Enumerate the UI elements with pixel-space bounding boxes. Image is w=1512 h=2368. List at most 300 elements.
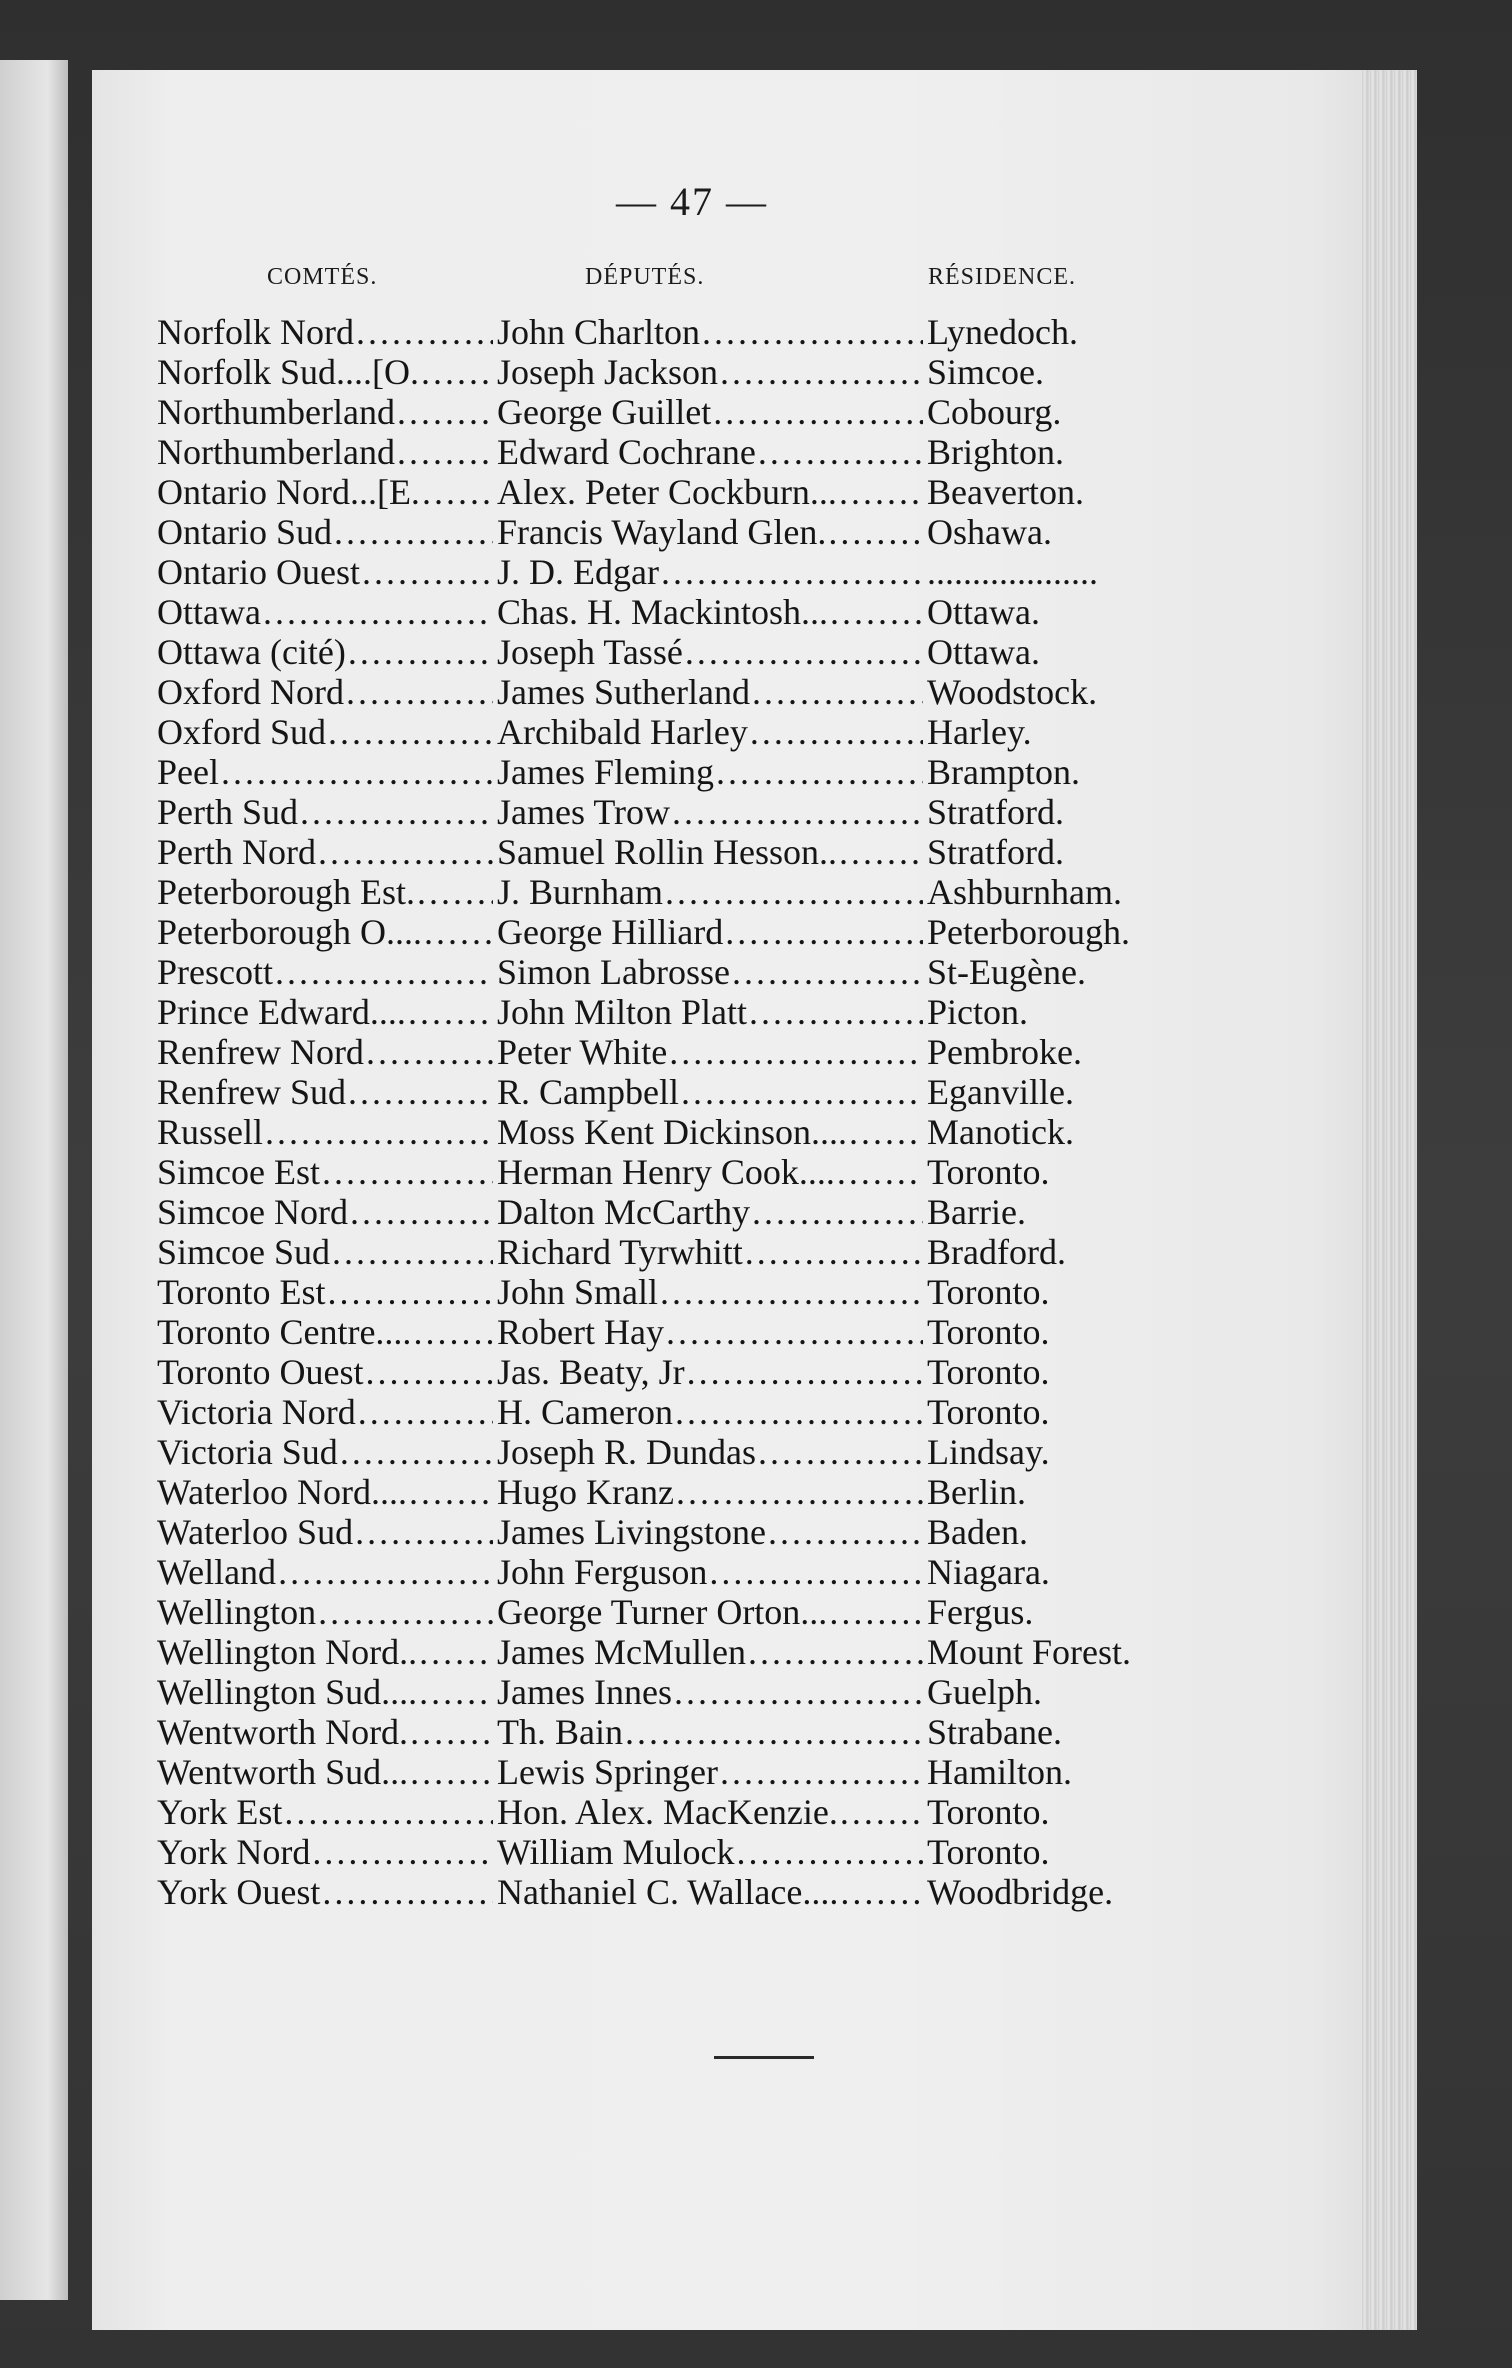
deputy-name: Peter White: [497, 1032, 668, 1072]
dot-leader: [669, 1032, 923, 1072]
dot-leader: [660, 1272, 923, 1312]
deputy-cell: [497, 512, 927, 552]
deputy-cell: [497, 1872, 927, 1912]
list-item: [157, 1192, 1257, 1232]
riding-cell: [157, 752, 497, 792]
list-item: [157, 1872, 1257, 1912]
dot-leader: [737, 1832, 923, 1872]
column-header-comtes: COMTÉS.: [267, 264, 378, 290]
riding-cell: [157, 1152, 497, 1192]
riding-name: Ontario Sud: [157, 512, 332, 552]
book-page: [92, 70, 1417, 2330]
dot-leader: [725, 912, 923, 952]
residence-name: Beaverton.: [927, 472, 1084, 512]
riding-cell: [157, 392, 497, 432]
riding-name: Toronto Ouest: [157, 1352, 364, 1392]
column-header-deputes: DÉPUTÉS.: [585, 264, 705, 290]
dot-leader: [328, 712, 493, 752]
list-item: [157, 1112, 1257, 1152]
deputy-name: James Innes: [497, 1672, 672, 1712]
deputy-cell: [497, 1752, 927, 1792]
dot-leader: [263, 592, 493, 632]
residence-name: Cobourg.: [927, 392, 1062, 432]
residence-name: Oshawa.: [927, 512, 1052, 552]
closing-rule: [714, 2056, 814, 2059]
riding-name: York Est: [157, 1792, 283, 1832]
dot-leader: [318, 1592, 493, 1632]
deputy-cell: [497, 592, 927, 632]
list-item: [157, 1352, 1257, 1392]
riding-name: Simcoe Nord: [157, 1192, 348, 1232]
riding-name: Simcoe Sud: [157, 1232, 331, 1272]
residence-name: Strabane.: [927, 1712, 1062, 1752]
deputy-cell: [497, 872, 927, 912]
list-item: [157, 952, 1257, 992]
list-item: [157, 1832, 1257, 1872]
deputy-cell: [497, 1512, 927, 1552]
residence-name: Lynedoch.: [927, 312, 1078, 352]
list-item: [157, 792, 1257, 832]
deputy-name: Richard Tyrwhitt: [497, 1232, 743, 1272]
dot-leader: [829, 1592, 923, 1632]
riding-cell: [157, 1712, 497, 1752]
dot-leader: [732, 952, 923, 992]
residence-name: Eganville.: [927, 1072, 1074, 1112]
riding-name: Peterborough Est.: [157, 872, 415, 912]
riding-cell: [157, 312, 497, 352]
riding-cell: [157, 1192, 497, 1232]
riding-name: Ottawa: [157, 592, 261, 632]
deputy-name: James McMullen: [497, 1632, 746, 1672]
deputy-cell: [497, 472, 927, 512]
riding-cell: [157, 1552, 497, 1592]
riding-cell: [157, 1672, 497, 1712]
dot-leader: [716, 752, 923, 792]
riding-name: Waterloo Sud: [157, 1512, 354, 1552]
list-item: [157, 832, 1257, 872]
list-item: [157, 1072, 1257, 1112]
residence-name: Berlin.: [927, 1472, 1026, 1512]
dot-leader: [840, 1872, 923, 1912]
deputy-name: Robert Hay: [497, 1312, 664, 1352]
dot-leader: [849, 1112, 923, 1152]
riding-name: Northumberland: [157, 392, 395, 432]
dot-leader: [362, 552, 493, 592]
residence-name: Picton.: [927, 992, 1029, 1032]
dot-leader: [752, 672, 923, 712]
residence-name: Woodstock.: [927, 672, 1098, 712]
residence-name: Stratford.: [927, 792, 1064, 832]
dot-leader: [672, 792, 923, 832]
list-item: [157, 1592, 1257, 1632]
dot-leader: [830, 592, 923, 632]
riding-name: Toronto Centre....: [157, 1312, 412, 1352]
list-item: [157, 1392, 1257, 1432]
riding-cell: [157, 1032, 497, 1072]
deputy-name: George Hilliard: [497, 912, 724, 952]
riding-cell: [157, 352, 497, 392]
deputy-cell: [497, 1312, 927, 1352]
riding-name: Peterborough O....: [157, 912, 422, 952]
riding-name: Toronto Est: [157, 1272, 326, 1312]
dot-leader: [749, 992, 923, 1032]
deputy-cell: [497, 992, 927, 1032]
residence-name: Woodbridge.: [927, 1872, 1114, 1912]
dot-leader: [661, 552, 923, 592]
deputy-cell: [497, 1832, 927, 1872]
deputy-cell: [497, 792, 927, 832]
residence-name: Hamilton.: [927, 1752, 1072, 1792]
riding-cell: [157, 1872, 497, 1912]
deputy-name: J. D. Edgar: [497, 552, 659, 592]
dot-leader: [409, 1472, 493, 1512]
deputy-name: Joseph Jackson: [497, 352, 718, 392]
dot-leader: [720, 352, 923, 392]
dot-leader: [275, 952, 493, 992]
deputy-cell: [497, 1592, 927, 1632]
deputy-cell: [497, 1552, 927, 1592]
deputy-cell: [497, 392, 927, 432]
dot-leader: [745, 1232, 923, 1272]
column-header-residence: RÉSIDENCE.: [928, 264, 1076, 290]
deputy-name: Joseph R. Dundas: [497, 1432, 756, 1472]
dot-leader: [748, 1632, 923, 1672]
dot-leader: [752, 1192, 923, 1232]
riding-cell: [157, 1392, 497, 1432]
residence-name: Ashburnham.: [927, 872, 1122, 912]
riding-cell: [157, 552, 497, 592]
dot-leader: [750, 712, 923, 752]
riding-cell: [157, 1512, 497, 1552]
dot-leader: [284, 1792, 493, 1832]
dot-leader: [676, 1472, 923, 1512]
dot-leader: [666, 1312, 923, 1352]
dot-leader: [346, 672, 493, 712]
riding-cell: [157, 472, 497, 512]
dot-leader: [828, 512, 923, 552]
riding-cell: [157, 992, 497, 1032]
list-item: [157, 672, 1257, 712]
riding-name: Victoria Sud: [157, 1432, 338, 1472]
dot-leader: [265, 1112, 493, 1152]
deputy-cell: [497, 1032, 927, 1072]
dot-leader: [278, 1552, 493, 1592]
list-item: [157, 752, 1257, 792]
dot-leader: [332, 1232, 493, 1272]
riding-name: Perth Nord: [157, 832, 316, 872]
list-item: [157, 712, 1257, 752]
residence-name: Ottawa.: [927, 632, 1040, 672]
dot-leader: [358, 1392, 493, 1432]
residence-name: Pembroke.: [927, 1032, 1082, 1072]
deputy-name: George Turner Orton...: [497, 1592, 828, 1632]
deputy-cell: [497, 632, 927, 672]
dot-leader: [837, 1152, 923, 1192]
deputy-cell: [497, 1712, 927, 1752]
deputy-cell: [497, 1792, 927, 1832]
list-item: [157, 1232, 1257, 1272]
deputy-cell: [497, 1352, 927, 1392]
deputy-name: John Milton Platt: [497, 992, 748, 1032]
deputy-name: Alex. Peter Cockburn...: [497, 472, 837, 512]
riding-cell: [157, 1632, 497, 1672]
dot-leader: [685, 632, 923, 672]
deputy-cell: [497, 552, 927, 592]
dot-leader: [424, 912, 493, 952]
riding-name: Wellington Nord..: [157, 1632, 418, 1672]
riding-name: Ontario Nord...[E.: [157, 472, 420, 512]
deputy-name: Chas. H. Mackintosh...: [497, 592, 828, 632]
deputy-cell: [497, 1272, 927, 1312]
residence-name: Toronto.: [927, 1272, 1050, 1312]
riding-cell: [157, 712, 497, 752]
deputy-name: H. Cameron: [497, 1392, 673, 1432]
residence-name: Toronto.: [927, 1832, 1050, 1872]
list-item: [157, 352, 1257, 392]
list-item: [157, 992, 1257, 1032]
dot-leader: [410, 1712, 493, 1752]
deputy-name: Jas. Beaty, Jr: [497, 1352, 685, 1392]
deputy-cell: [497, 952, 927, 992]
residence-name: Simcoe.: [927, 352, 1044, 392]
deputy-name: John Ferguson: [497, 1552, 708, 1592]
dot-leader: [397, 432, 493, 472]
deputy-name: Nathaniel C. Wallace....: [497, 1872, 839, 1912]
riding-name: Norfolk Nord: [157, 312, 354, 352]
dot-leader: [356, 312, 493, 352]
deputy-cell: [497, 1232, 927, 1272]
riding-name: Peel: [157, 752, 219, 792]
dot-leader: [419, 1632, 493, 1672]
page-stack-edge: [1362, 70, 1417, 2330]
riding-name: Renfrew Sud: [157, 1072, 346, 1112]
deputy-name: James Sutherland: [497, 672, 750, 712]
dot-leader: [687, 1352, 923, 1392]
deputy-name: Dalton McCarthy: [497, 1192, 750, 1232]
riding-name: Russell: [157, 1112, 264, 1152]
riding-cell: [157, 632, 497, 672]
deputy-name: James Livingstone: [497, 1512, 766, 1552]
list-item: [157, 392, 1257, 432]
deputy-cell: [497, 1472, 927, 1512]
riding-cell: [157, 1432, 497, 1472]
deputy-name: Samuel Rollin Hesson..: [497, 832, 837, 872]
residence-name: St-Eugène.: [927, 952, 1086, 992]
dot-leader: [300, 792, 493, 832]
deputy-cell: [497, 1152, 927, 1192]
list-item: [157, 912, 1257, 952]
dot-leader: [221, 752, 493, 792]
dot-leader: [365, 1352, 493, 1392]
riding-cell: [157, 1792, 497, 1832]
dot-leader: [408, 992, 493, 1032]
riding-name: Ottawa (cité): [157, 632, 346, 672]
residence-name: Toronto.: [927, 1312, 1050, 1352]
dot-leader: [839, 472, 923, 512]
dot-leader: [422, 472, 493, 512]
residence-name: Niagara.: [927, 1552, 1050, 1592]
list-item: [157, 472, 1257, 512]
deputy-name: James Fleming: [497, 752, 714, 792]
dot-leader: [366, 1032, 493, 1072]
residence-name: Ottawa.: [927, 592, 1040, 632]
deputy-cell: [497, 1192, 927, 1232]
list-item: [157, 552, 1257, 592]
riding-name: Northumberland: [157, 432, 395, 472]
deputy-cell: [497, 1632, 927, 1672]
riding-cell: [157, 1232, 497, 1272]
list-item: [157, 632, 1257, 672]
residence-name: Toronto.: [927, 1352, 1050, 1392]
list-item: [157, 1272, 1257, 1312]
dot-leader: [348, 1072, 493, 1112]
deputy-name: Th. Bain: [497, 1712, 623, 1752]
riding-name: Wentworth Nord.: [157, 1712, 409, 1752]
residence-name: Toronto.: [927, 1392, 1050, 1432]
dot-leader: [340, 1432, 493, 1472]
dot-leader: [322, 1152, 493, 1192]
riding-cell: [157, 512, 497, 552]
residence-name: ...................: [927, 552, 1098, 592]
deputy-cell: [497, 712, 927, 752]
dot-leader: [758, 432, 923, 472]
dot-leader: [758, 1432, 923, 1472]
deputy-name: George Guillet: [497, 392, 712, 432]
list-item: [157, 432, 1257, 472]
list-item: [157, 1792, 1257, 1832]
riding-cell: [157, 1312, 497, 1352]
dot-leader: [675, 1392, 923, 1432]
deputy-name: John Small: [497, 1272, 659, 1312]
riding-name: Prince Edward....: [157, 992, 406, 1032]
dot-leader: [713, 392, 923, 432]
dot-leader: [350, 1192, 493, 1232]
residence-name: Guelph.: [927, 1672, 1042, 1712]
deputy-cell: [497, 912, 927, 952]
riding-cell: [157, 1472, 497, 1512]
deputy-cell: [497, 1392, 927, 1432]
dot-leader: [327, 1272, 493, 1312]
list-item: [157, 1672, 1257, 1712]
dot-leader: [839, 832, 923, 872]
riding-cell: [157, 792, 497, 832]
dot-leader: [397, 392, 493, 432]
dot-leader: [322, 1872, 493, 1912]
deputy-name: Lewis Springer: [497, 1752, 718, 1792]
riding-name: Ontario Ouest: [157, 552, 360, 592]
list-item: [157, 1632, 1257, 1672]
riding-name: Victoria Nord: [157, 1392, 356, 1432]
riding-name: Wentworth Sud...: [157, 1752, 409, 1792]
riding-name: Prescott: [157, 952, 273, 992]
deputy-name: R. Campbell: [497, 1072, 679, 1112]
deputy-name: J. Burnham: [497, 872, 663, 912]
riding-cell: [157, 1752, 497, 1792]
dot-leader: [421, 352, 493, 392]
riding-cell: [157, 1272, 497, 1312]
list-item: [157, 1152, 1257, 1192]
riding-cell: [157, 1832, 497, 1872]
deputy-name: Edward Cochrane: [497, 432, 756, 472]
residence-name: Toronto.: [927, 1792, 1050, 1832]
residence-name: Lindsay.: [927, 1432, 1050, 1472]
list-item: [157, 872, 1257, 912]
deputy-name: Moss Kent Dickinson....: [497, 1112, 847, 1152]
residence-name: Barrie.: [927, 1192, 1026, 1232]
dot-leader: [674, 1672, 923, 1712]
list-item: [157, 1472, 1257, 1512]
page-number: — 47 —: [616, 179, 768, 224]
riding-name: Wellington: [157, 1592, 317, 1632]
riding-cell: [157, 952, 497, 992]
list-item: [157, 1432, 1257, 1472]
residence-name: Manotick.: [927, 1112, 1074, 1152]
residence-name: Fergus.: [927, 1592, 1034, 1632]
dot-leader: [702, 312, 923, 352]
riding-name: Oxford Sud: [157, 712, 326, 752]
riding-cell: [157, 1592, 497, 1632]
dot-leader: [417, 872, 493, 912]
residence-name: Brighton.: [927, 432, 1065, 472]
deputy-name: Joseph Tassé: [497, 632, 683, 672]
dot-leader: [318, 832, 493, 872]
dot-leader: [665, 872, 923, 912]
dot-leader: [768, 1512, 923, 1552]
deputy-cell: [497, 1072, 927, 1112]
dot-leader: [355, 1512, 493, 1552]
riding-name: York Ouest: [157, 1872, 321, 1912]
riding-cell: [157, 1072, 497, 1112]
deputy-cell: [497, 832, 927, 872]
residence-name: Toronto.: [927, 1152, 1050, 1192]
residence-name: Harley.: [927, 712, 1032, 752]
dot-leader: [410, 1752, 493, 1792]
list-item: [157, 1512, 1257, 1552]
deputy-name: Simon Labrosse: [497, 952, 730, 992]
riding-name: York Nord: [157, 1832, 311, 1872]
riding-name: Welland: [157, 1552, 277, 1592]
deputy-cell: [497, 352, 927, 392]
dot-leader: [840, 1792, 923, 1832]
deputy-cell: [497, 432, 927, 472]
deputy-name: Archibald Harley: [497, 712, 748, 752]
riding-name: Oxford Nord: [157, 672, 344, 712]
riding-cell: [157, 912, 497, 952]
dot-leader: [419, 1672, 493, 1712]
deputy-cell: [497, 312, 927, 352]
deputy-cell: [497, 1432, 927, 1472]
deputy-name: John Charlton: [497, 312, 700, 352]
deputy-cell: [497, 1672, 927, 1712]
deputy-cell: [497, 752, 927, 792]
dot-leader: [625, 1712, 923, 1752]
previous-page-edge: [0, 60, 68, 2300]
riding-list: [157, 312, 1257, 1912]
riding-name: Perth Sud: [157, 792, 299, 832]
residence-name: Brampton.: [927, 752, 1080, 792]
deputy-name: Herman Henry Cook....: [497, 1152, 835, 1192]
residence-name: Baden.: [927, 1512, 1028, 1552]
list-item: [157, 1312, 1257, 1352]
dot-leader: [413, 1312, 493, 1352]
dot-leader: [334, 512, 493, 552]
deputy-name: Hon. Alex. MacKenzie.: [497, 1792, 838, 1832]
residence-name: Stratford.: [927, 832, 1064, 872]
riding-name: Norfolk Sud....[O.: [157, 352, 419, 392]
list-item: [157, 312, 1257, 352]
deputy-name: William Mulock: [497, 1832, 735, 1872]
deputy-name: Hugo Kranz: [497, 1472, 674, 1512]
